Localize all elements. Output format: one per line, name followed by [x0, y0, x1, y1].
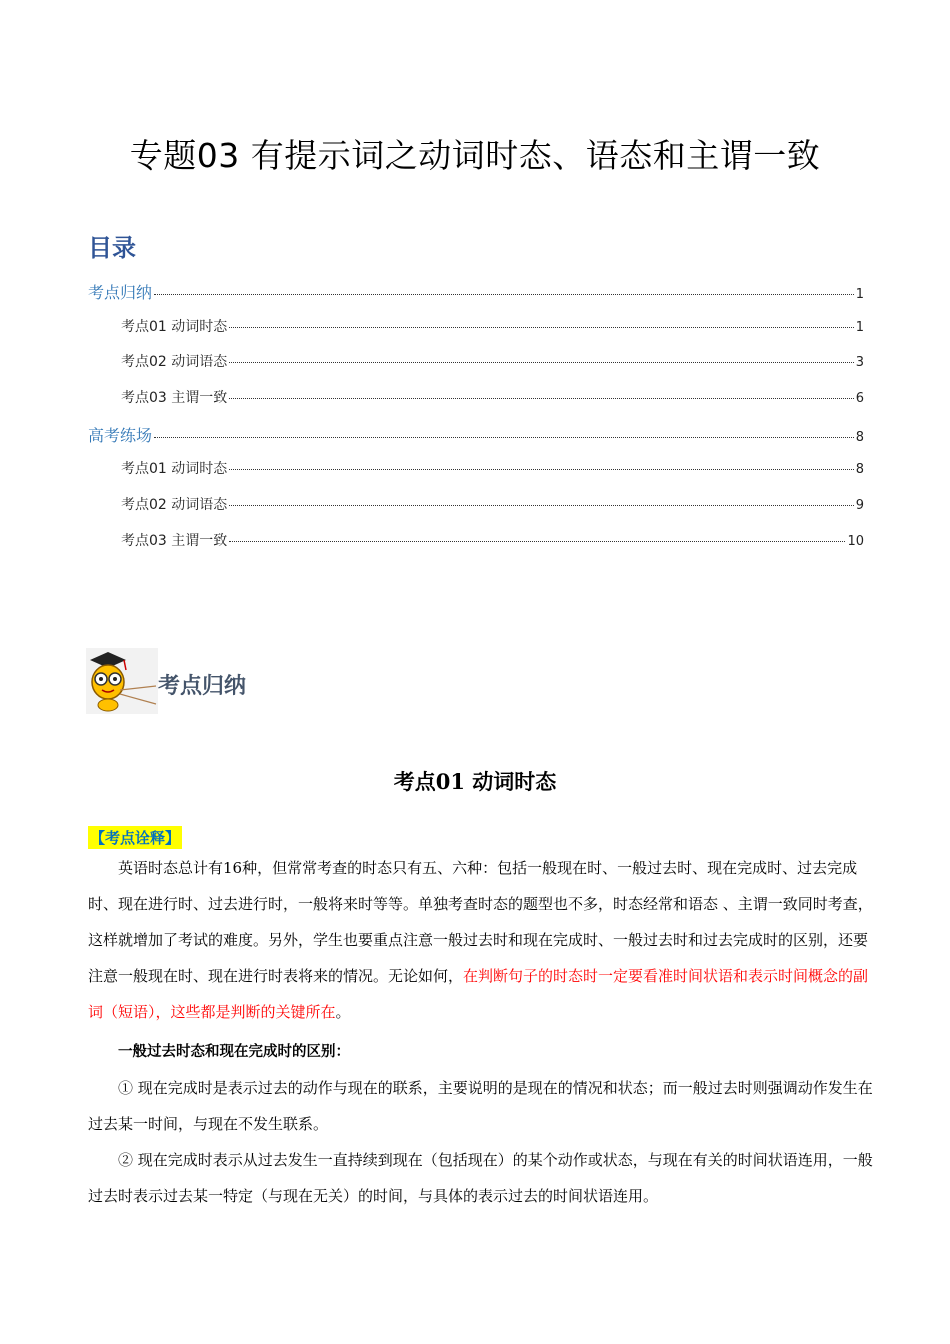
mascot-icon — [86, 648, 158, 714]
toc-entry[interactable] — [88, 423, 864, 459]
toc-entry-page: 8 — [855, 429, 864, 445]
intro-paragraph — [88, 850, 878, 1030]
toc-leader-dots — [154, 437, 854, 438]
toc-entry-label: 高考练场 — [88, 425, 153, 445]
subheading: 一般过去时态和现在完成时的区别： — [118, 1044, 350, 1060]
point-2: ② 现在完成时表示从过去发生一直持续到现在（包括现在）的某个动作或状态，与现在有关的时间状语连用，一般过去时表示过去某一特定（与现在无关）的时间，与具体的表示过去的时间状语连用。 — [88, 1151, 873, 1205]
toc-entry-label: 考点02 动词语态 — [121, 497, 228, 514]
toc-entry-label: 考点归纳 — [88, 283, 153, 302]
intro-end: 。 — [335, 1003, 351, 1021]
toc-entry[interactable] — [88, 280, 864, 316]
document-title: 专题03 有提示词之动词时态、语态和主谓一致 — [129, 136, 821, 175]
toc-entry[interactable] — [88, 494, 864, 530]
toc-leader-dots — [154, 294, 854, 295]
table-of-contents — [88, 280, 864, 566]
toc-entry[interactable] — [88, 458, 864, 494]
toc-entry[interactable] — [88, 387, 864, 423]
toc-leader-dots — [229, 541, 845, 542]
point-1: ① 现在完成时是表示过去的动作与现在的联系，主要说明的是现在的情况和状态；而一般过去时则强调动作发生在过去某一时间，与现在不发生联系。 — [88, 1079, 873, 1133]
section-banner — [86, 648, 246, 714]
toc-entry-label: 考点02 动词语态 — [121, 354, 228, 371]
toc-entry-page: 10 — [847, 533, 864, 549]
toc-entry-label: 考点03 主谓一致 — [121, 532, 228, 549]
toc-heading: 目录 — [88, 234, 136, 262]
toc-entry[interactable] — [88, 530, 864, 566]
toc-entry-label: 考点01 动词时态 — [121, 461, 228, 478]
toc-leader-dots — [229, 398, 853, 399]
toc-entry-page: 3 — [855, 355, 864, 371]
toc-entry-page: 6 — [855, 391, 864, 407]
toc-entry[interactable] — [88, 316, 864, 352]
toc-entry-page: 1 — [855, 287, 864, 302]
toc-entry[interactable] — [88, 351, 864, 387]
toc-leader-dots — [229, 505, 853, 506]
toc-entry-page: 8 — [855, 462, 864, 478]
toc-entry-label: 考点03 主谓一致 — [121, 390, 228, 407]
banner-title: 考点归纳 — [158, 674, 247, 699]
toc-entry-label: 考点01 动词时态 — [121, 318, 228, 335]
intro-text: 英语时态总计有16种，但常常考查的时态只有五、六种：包括一般现在时、一般过去时、现在完成时、过去完成时、现在进行时、过去进行时，一般将来时等等。单独考查时态的题型也不多，时态经常和语态 、主谓一致同时考查，这样就增加了考试的难度。另外，学生也要重点注意一般过去时和现在完成时、一般过去时和过去完成时的区别，还要注意一般现在时、现在进行时表将来的情况。无论如何， — [88, 859, 873, 985]
toc-leader-dots — [229, 362, 853, 363]
explanation-tag: 【考点诠释】 — [88, 826, 182, 849]
intro-highlight: 在判断句子的时态时一定要看准时间状语和表示时间概念的副词（短语），这些都是判断的关键所在 — [88, 967, 869, 1021]
toc-entry-page: 9 — [855, 498, 864, 514]
toc-leader-dots — [229, 327, 853, 328]
toc-entry-page: 1 — [855, 319, 864, 335]
section-title: 考点01 动词时态 — [393, 769, 557, 794]
toc-leader-dots — [229, 469, 853, 470]
